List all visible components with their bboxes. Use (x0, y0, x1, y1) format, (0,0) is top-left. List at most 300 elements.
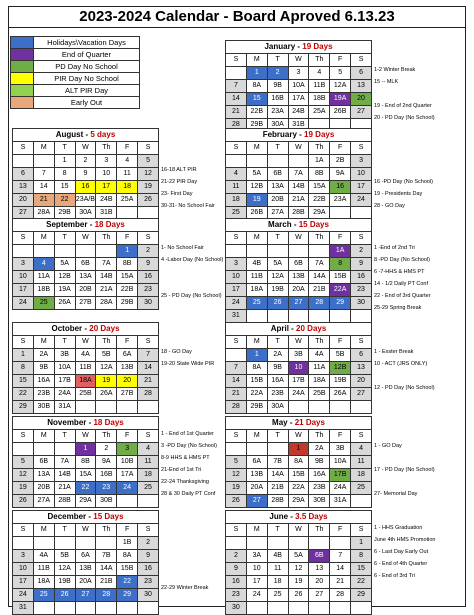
weekday-header: Th (309, 232, 330, 245)
day-cell: 30 (226, 602, 247, 615)
day-cell: 5 (138, 155, 159, 168)
note-line (161, 534, 208, 546)
month-calendar-november (12, 416, 159, 508)
day-cell: 24 (351, 194, 372, 207)
weekday-header: W (288, 142, 309, 155)
day-cell: 2 (138, 245, 159, 258)
note-line: 6 -7-HHS & HMS PT (374, 269, 425, 275)
legend-row (11, 97, 140, 109)
weekday-header: F (117, 336, 138, 349)
day-cell: 2 (75, 155, 96, 168)
day-cell: 12 (138, 168, 159, 181)
day-cell: 10B (117, 456, 138, 469)
day-cell: 4A (33, 550, 54, 563)
day-cell: 31 (226, 310, 247, 323)
note-line: 28 - GO Day (374, 203, 405, 209)
weekday-header: S (13, 430, 34, 443)
day-cell: 5 (330, 67, 351, 80)
day-cell: 26B (330, 106, 351, 119)
day-cell: 15A (75, 469, 96, 482)
day-cell: 20 (351, 93, 372, 106)
month-name: February - (262, 130, 305, 139)
day-cell: 29 (13, 401, 34, 414)
month-calendar-may (225, 416, 372, 508)
day-cell: 19 (138, 181, 159, 194)
day-cell: 4B (246, 258, 267, 271)
day-cell: 24 (13, 297, 34, 310)
day-cell: 15A (117, 271, 138, 284)
day-cell: 30A (267, 119, 288, 132)
day-cell (117, 495, 138, 508)
day-cell (288, 310, 309, 323)
legend-label: PIR Day No School (34, 73, 140, 85)
day-cell: 28 (138, 388, 159, 401)
day-cell: 19 (96, 375, 117, 388)
day-cell: 8B (75, 456, 96, 469)
day-cell: 9B (309, 456, 330, 469)
day-cell: 4 (117, 155, 138, 168)
day-cell: 2A (309, 443, 330, 456)
day-cell: 17 (351, 181, 372, 194)
day-cell (226, 443, 247, 456)
day-cell: 7A (288, 168, 309, 181)
day-cell: 1A (330, 245, 351, 258)
day-cell: 13A (75, 271, 96, 284)
day-cell: 10 (351, 168, 372, 181)
day-cell: 24 (246, 589, 267, 602)
weekday-header: W (288, 336, 309, 349)
day-cell (96, 537, 117, 550)
note-line (374, 334, 435, 346)
day-cell: 7A (96, 258, 117, 271)
day-cell (246, 245, 267, 258)
month-days-count: 15 Days (298, 220, 329, 229)
note-line (374, 88, 435, 100)
day-cell: 1 (54, 155, 75, 168)
day-cell: 9A (96, 456, 117, 469)
note-line: 1- No School Fair (161, 245, 204, 251)
legend-swatch (11, 85, 34, 97)
day-cell: 16 (75, 181, 96, 194)
day-cell: 16B (96, 469, 117, 482)
month-header (13, 511, 159, 524)
day-cell: 25 (267, 589, 288, 602)
day-cell: 23B (309, 482, 330, 495)
weekday-header: S (138, 336, 159, 349)
day-cell: 25B (75, 388, 96, 401)
note-line: 1 - HHS Graduation (374, 525, 423, 531)
note-line: 16-18 ALT PIR (161, 167, 197, 173)
day-cell: 18B (33, 284, 54, 297)
weekday-header: M (33, 142, 54, 155)
day-cell: 24 (13, 589, 34, 602)
day-cell: 14B (288, 181, 309, 194)
day-cell (351, 310, 372, 323)
day-cell: 28A (96, 297, 117, 310)
day-cell: 22B (309, 194, 330, 207)
page-title: 2023-2024 Calendar - Board Aproved 6.13.23 (9, 7, 465, 28)
day-cell: 23B (33, 388, 54, 401)
day-cell (33, 155, 54, 168)
day-cell: 29A (75, 495, 96, 508)
day-cell: 7B (96, 550, 117, 563)
day-cell (33, 245, 54, 258)
day-cell: 8A (117, 550, 138, 563)
note-line: 17 - PD Day (No School) (374, 467, 435, 473)
day-cell: 8 (13, 362, 34, 375)
weekday-header: W (75, 336, 96, 349)
day-cell: 25B (309, 388, 330, 401)
day-cell (75, 401, 96, 414)
month-calendar-december (12, 510, 159, 615)
month-name: November - (47, 418, 94, 427)
day-cell: 8 (54, 168, 75, 181)
day-cell: 18B (309, 93, 330, 106)
month-name: March - (268, 220, 299, 229)
month-calendar-february (225, 128, 372, 220)
day-cell: 13A (33, 469, 54, 482)
note-line (161, 546, 208, 558)
day-cell: 3 (288, 67, 309, 80)
day-cell (75, 245, 96, 258)
weekday-header: W (75, 232, 96, 245)
note-line: 27- Memorial Day (374, 491, 418, 497)
weekday-header: S (226, 524, 247, 537)
day-cell (246, 310, 267, 323)
note-line (374, 230, 431, 242)
day-cell: 18A (309, 375, 330, 388)
day-cell: 3 (117, 443, 138, 456)
day-cell: 20A (246, 482, 267, 495)
day-cell (246, 537, 267, 550)
month-header (13, 417, 159, 430)
day-cell (96, 245, 117, 258)
day-cell: 10A (288, 80, 309, 93)
day-cell: 22 (13, 388, 34, 401)
note-line (374, 152, 433, 164)
weekday-header: F (117, 524, 138, 537)
day-cell: 6 (351, 349, 372, 362)
day-cell: 24B (96, 194, 117, 207)
day-cell: 1 (288, 443, 309, 456)
day-cell: 5B (96, 349, 117, 362)
day-cell: 3B (330, 443, 351, 456)
day-cell (288, 401, 309, 414)
day-cell: 11B (309, 80, 330, 93)
month-days-count: 19 Days (304, 130, 335, 139)
weekday-header: T (267, 524, 288, 537)
day-cell (288, 245, 309, 258)
day-cell: 10 (246, 563, 267, 576)
day-cell: 22 (75, 482, 96, 495)
weekday-header: M (246, 142, 267, 155)
day-cell: 19A (330, 93, 351, 106)
weekday-header: F (330, 524, 351, 537)
note-line: 19-20 State Wide PIR (161, 361, 215, 367)
day-cell: 20 (13, 194, 34, 207)
day-cell (309, 310, 330, 323)
weekday-header: F (330, 232, 351, 245)
day-cell: 6B (309, 550, 330, 563)
legend-label: ALT PIR Day (34, 85, 140, 97)
day-cell: 1 (246, 349, 267, 362)
month-header (226, 417, 372, 430)
month-name: January - (264, 42, 303, 51)
day-cell: 3B (54, 349, 75, 362)
day-cell: 8B (117, 258, 138, 271)
day-cell: 12 (288, 563, 309, 576)
day-cell: 16A (33, 375, 54, 388)
day-cell: 12A (54, 563, 75, 576)
day-cell (330, 310, 351, 323)
day-cell: 23 (226, 589, 247, 602)
day-cell: 28 (226, 119, 247, 132)
weekday-header: S (351, 336, 372, 349)
day-cell: 16 (138, 563, 159, 576)
day-cell: 3B (288, 349, 309, 362)
day-cell: 5B (54, 550, 75, 563)
month-days-count: 18 Days (93, 418, 124, 427)
legend-swatch (11, 37, 34, 49)
day-cell: 21A (288, 194, 309, 207)
note-line (374, 476, 435, 488)
note-line: 22 - End of 3rd Quarter (374, 293, 431, 299)
day-cell: 4A (309, 349, 330, 362)
weekday-header: M (246, 524, 267, 537)
weekday-header: S (13, 232, 34, 245)
weekday-header: Th (96, 336, 117, 349)
legend-row (11, 85, 140, 97)
day-cell: 21A (96, 284, 117, 297)
day-cell: 28 (309, 297, 330, 310)
day-cell: 11B (33, 563, 54, 576)
day-cell: 14A (309, 271, 330, 284)
day-cell: 3 (13, 258, 34, 271)
day-cell (267, 443, 288, 456)
day-cell: 12 (13, 469, 34, 482)
note-line: 16 -PD Day (No School) (374, 179, 433, 185)
day-cell: 20A (288, 284, 309, 297)
day-cell: 30A (75, 207, 96, 220)
month-header (226, 511, 372, 524)
day-cell: 30B (33, 401, 54, 414)
weekday-header: W (75, 430, 96, 443)
weekday-header: Th (96, 232, 117, 245)
day-cell: 11B (246, 271, 267, 284)
day-cell: 28 (330, 589, 351, 602)
day-cell: 9 (138, 550, 159, 563)
day-cell: 27 (351, 106, 372, 119)
day-cell: 14 (226, 93, 247, 106)
day-cell: 21 (226, 388, 247, 401)
note-line: June 4th HMS Promotion (374, 537, 436, 543)
day-cell: 24A (288, 388, 309, 401)
day-cell: 11 (226, 181, 247, 194)
day-cell: 23B (267, 388, 288, 401)
note-line: 22-29 Winter Break (161, 585, 209, 591)
day-cell: 26 (226, 495, 247, 508)
day-cell: 29A (309, 207, 330, 220)
month-notes (374, 522, 435, 594)
note-line: 21-22 PIR Day (161, 179, 198, 185)
day-cell: 24 (226, 297, 247, 310)
day-cell (13, 443, 34, 456)
day-cell: 12B (246, 181, 267, 194)
day-cell: 19B (267, 284, 288, 297)
day-cell: 13B (288, 271, 309, 284)
day-cell: 5A (288, 550, 309, 563)
month-notes (374, 140, 433, 212)
day-cell: 13B (117, 362, 138, 375)
weekday-header: S (226, 336, 247, 349)
day-cell: 23A/B (75, 194, 96, 207)
day-cell: 29B (246, 401, 267, 414)
day-cell: 21B (96, 576, 117, 589)
weekday-header: S (226, 54, 247, 67)
month-calendar-april (225, 322, 372, 414)
month-notes (161, 230, 223, 302)
note-line (374, 452, 435, 464)
day-cell (96, 401, 117, 414)
day-cell: 17A (117, 469, 138, 482)
month-calendar-august (12, 128, 159, 220)
day-cell: 15B (330, 271, 351, 284)
day-cell: 31B (288, 119, 309, 132)
day-cell: 6 (13, 168, 34, 181)
note-line (161, 230, 223, 242)
day-cell: 8B (309, 168, 330, 181)
weekday-header: T (54, 142, 75, 155)
day-cell: 19 (246, 194, 267, 207)
day-cell: 14 (33, 181, 54, 194)
day-cell: 21 (226, 106, 247, 119)
day-cell: 31 (13, 602, 34, 615)
day-cell: 6B (288, 258, 309, 271)
weekday-header: S (13, 524, 34, 537)
day-cell: 24B (288, 106, 309, 119)
day-cell: 12B (54, 271, 75, 284)
month-notes (161, 428, 217, 500)
day-cell: 11 (267, 563, 288, 576)
day-cell (309, 245, 330, 258)
day-cell: 6B (267, 168, 288, 181)
day-cell: 12B (330, 362, 351, 375)
day-cell: 10A (330, 456, 351, 469)
legend (10, 36, 140, 109)
note-line: 4 -Labor Day (No School) (161, 257, 224, 263)
weekday-header: S (138, 430, 159, 443)
day-cell: 22A (288, 482, 309, 495)
note-line: 10 - ACT (JRS ONLY) (374, 361, 428, 367)
day-cell (54, 443, 75, 456)
day-cell (75, 537, 96, 550)
legend-swatch (11, 49, 34, 61)
day-cell: 25A (309, 106, 330, 119)
day-cell: 28B (54, 495, 75, 508)
day-cell: 16 (351, 271, 372, 284)
month-days-count: 20 Days (296, 324, 327, 333)
day-cell: 13B (75, 563, 96, 576)
day-cell: 19 (13, 482, 34, 495)
day-cell: 3 (351, 155, 372, 168)
note-line (161, 394, 214, 406)
day-cell: 16B (267, 93, 288, 106)
day-cell: 20A (75, 576, 96, 589)
note-line (161, 370, 214, 382)
day-cell: 4 (138, 443, 159, 456)
day-cell: 1 (13, 349, 34, 362)
day-cell: 16A (267, 375, 288, 388)
weekday-header: M (33, 232, 54, 245)
day-cell: 13 (309, 563, 330, 576)
note-line (161, 152, 215, 164)
day-cell: 31B (96, 207, 117, 220)
legend-label: PD Day No School (34, 61, 140, 73)
weekday-header: Th (309, 524, 330, 537)
note-line (161, 522, 208, 534)
day-cell: 8A (246, 80, 267, 93)
weekday-header: Th (309, 54, 330, 67)
month-days-count: 19 Days (302, 42, 333, 51)
day-cell: 10 (13, 271, 34, 284)
note-line: 6 - End of 3rd Tri (374, 573, 415, 579)
note-line (374, 370, 435, 382)
day-cell (330, 537, 351, 550)
day-cell: 8A (288, 456, 309, 469)
day-cell (13, 245, 34, 258)
day-cell: 25 (33, 297, 54, 310)
day-cell: 12A (96, 362, 117, 375)
day-cell (267, 245, 288, 258)
note-line: 30-31- No School Fair (161, 203, 215, 209)
weekday-header: F (330, 142, 351, 155)
day-cell: 30B (96, 495, 117, 508)
month-header (13, 323, 159, 336)
day-cell: 20 (309, 576, 330, 589)
note-line: 8 -PD Day (No School) (374, 257, 430, 263)
note-line (161, 382, 214, 394)
day-cell: 18A (75, 375, 96, 388)
day-cell: 16 (330, 181, 351, 194)
day-cell: 15 (13, 375, 34, 388)
day-cell: 24A (54, 388, 75, 401)
note-line: 23- First Day (161, 191, 193, 197)
month-name: April - (270, 324, 297, 333)
month-days-count: 3.5 Days (295, 512, 328, 521)
day-cell (226, 349, 247, 362)
day-cell (138, 401, 159, 414)
day-cell: 2 (226, 550, 247, 563)
day-cell: 26 (288, 589, 309, 602)
day-cell: 27B (75, 297, 96, 310)
day-cell: 21 (330, 576, 351, 589)
day-cell: 25A (117, 194, 138, 207)
day-cell: 14A (96, 563, 117, 576)
day-cell: 23A (267, 106, 288, 119)
day-cell: 11 (138, 456, 159, 469)
weekday-header: M (33, 336, 54, 349)
day-cell: 24 (117, 482, 138, 495)
weekday-header: T (267, 232, 288, 245)
month-header (13, 219, 159, 232)
day-cell (351, 495, 372, 508)
weekday-header: T (54, 232, 75, 245)
day-cell: 10 (13, 563, 34, 576)
day-cell: 31A (54, 401, 75, 414)
day-cell: 26A (54, 297, 75, 310)
day-cell: 30A (267, 401, 288, 414)
legend-swatch (11, 61, 34, 73)
